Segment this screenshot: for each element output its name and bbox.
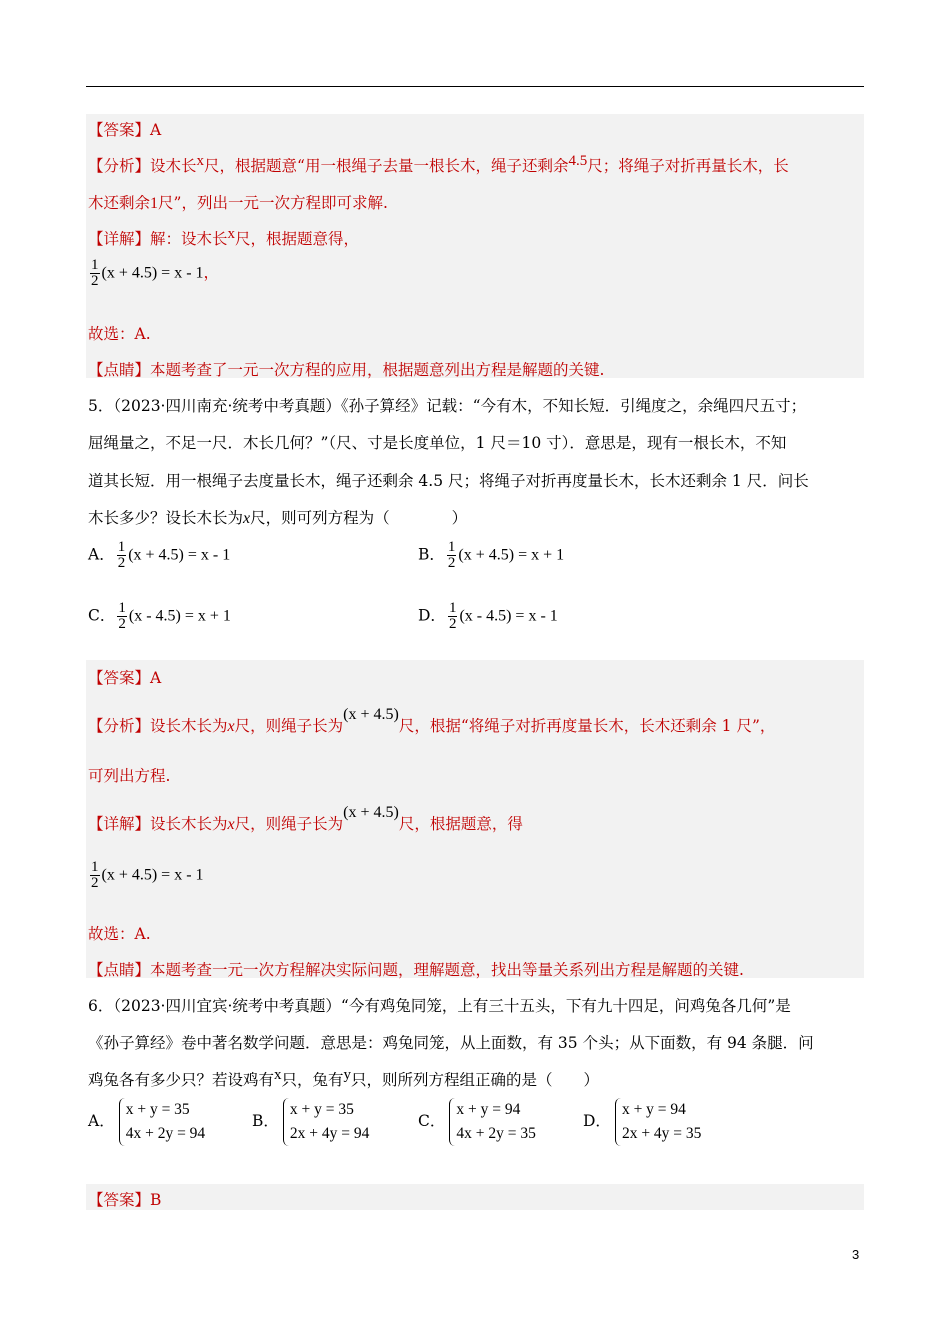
choose-q5: 故选：A.	[88, 925, 151, 943]
analysis-q5: 【分析】设长木长为x尺，则绳子长为(x + 4.5)尺，根据“将绳子对折再度量长木，长木还剩余 1 尺”，	[88, 706, 776, 735]
q5-option-d[interactable]: D． $\frac{1}{2}$ (x - 4.5) = x - 1	[418, 600, 558, 632]
detail-q5: 【详解】设长木长为x尺，则绳子长为(x + 4.5)尺，根据题意，得	[88, 804, 523, 833]
q6-line2: 《孙子算经》卷中著名数学问题．意思是：鸡兔同笼，从上面数，有 35 个头；从下面数，有 94 条腿．问	[88, 1034, 814, 1052]
q5-line1: 5．（2023·四川南充·统考中考真题）《孙子算经》记载：“今有木，不知长短．引绳度之，余绳四尺五寸；	[88, 397, 807, 415]
equation-prev: $\frac{1}{2}$ (x + 4.5) = x - 1，	[91, 257, 220, 289]
q6-line1: 6．（2023·四川宜宾·统考中考真题）“今有鸡兔同笼，上有三十五头，下有九十四足，问鸡兔各几何”是	[88, 997, 791, 1015]
header-rule	[86, 86, 864, 87]
detail-prev: 【详解】解：设木长x尺，根据题意得，	[88, 226, 360, 248]
q5-line2: 屈绳量之，不足一尺．木长几何？”（尺、寸是长度单位，1 尺＝10 寸）．意思是，现有一根长木，不知	[88, 434, 787, 452]
comment-q5: 【点睛】本题考查一元一次方程解决实际问题，理解题意，找出等量关系列出方程是解题的关键.	[88, 961, 744, 979]
comment-prev: 【点睛】本题考查了一元一次方程的应用，根据题意列出方程是解题的关键.	[88, 361, 605, 379]
q5-option-c[interactable]: C． $\frac{1}{2}$ (x - 4.5) = x + 1	[88, 600, 231, 632]
answer-block-q6	[86, 1184, 864, 1210]
choose-prev: 故选：A.	[88, 325, 151, 343]
q5-option-a[interactable]: A． $\frac{1}{2}$ (x + 4.5) = x - 1	[88, 539, 231, 571]
q5-line3: 道其长短．用一根绳子去度量长木，绳子还剩余 4.5 尺；将绳子对折再度量长木，长木还剩余 1 尺．问长	[88, 472, 809, 490]
q6-line3: 鸡兔各有多少只？若设鸡有x只，兔有y只，则所列方程组正确的是（ ）	[88, 1067, 600, 1089]
q6-option-d[interactable]: D． x + y = 94 2x + 4y = 35	[583, 1098, 701, 1146]
q6-option-a[interactable]: A． x + y = 35 4x + 2y = 94	[88, 1098, 205, 1146]
q6-option-b[interactable]: B． x + y = 35 2x + 4y = 94	[252, 1098, 369, 1146]
answer-q5: 【答案】A	[88, 669, 162, 687]
analysis-prev-cont: 木还剩余1尺”，列出一元一次方程即可求解.	[88, 194, 388, 212]
analysis-q5-cont: 可列出方程.	[88, 767, 171, 785]
q6-option-c[interactable]: C． x + y = 94 4x + 2y = 35	[418, 1098, 536, 1146]
q5-option-b[interactable]: B． $\frac{1}{2}$ (x + 4.5) = x + 1	[418, 539, 565, 571]
answer-q6: 【答案】B	[88, 1191, 162, 1209]
answer-prev: 【答案】A	[88, 121, 162, 139]
equation-q5: $\frac{1}{2}$ (x + 4.5) = x - 1	[91, 859, 204, 891]
q5-line4: 木长多少？设长木长为x尺，则可列方程为（ ）	[88, 509, 468, 527]
analysis-prev: 【分析】设木长x尺，根据题意“用一根绳子去量一根长木，绳子还剩余4.5尺；将绳子对折再量长木，长	[88, 153, 789, 175]
page-number: 3	[852, 1247, 860, 1262]
